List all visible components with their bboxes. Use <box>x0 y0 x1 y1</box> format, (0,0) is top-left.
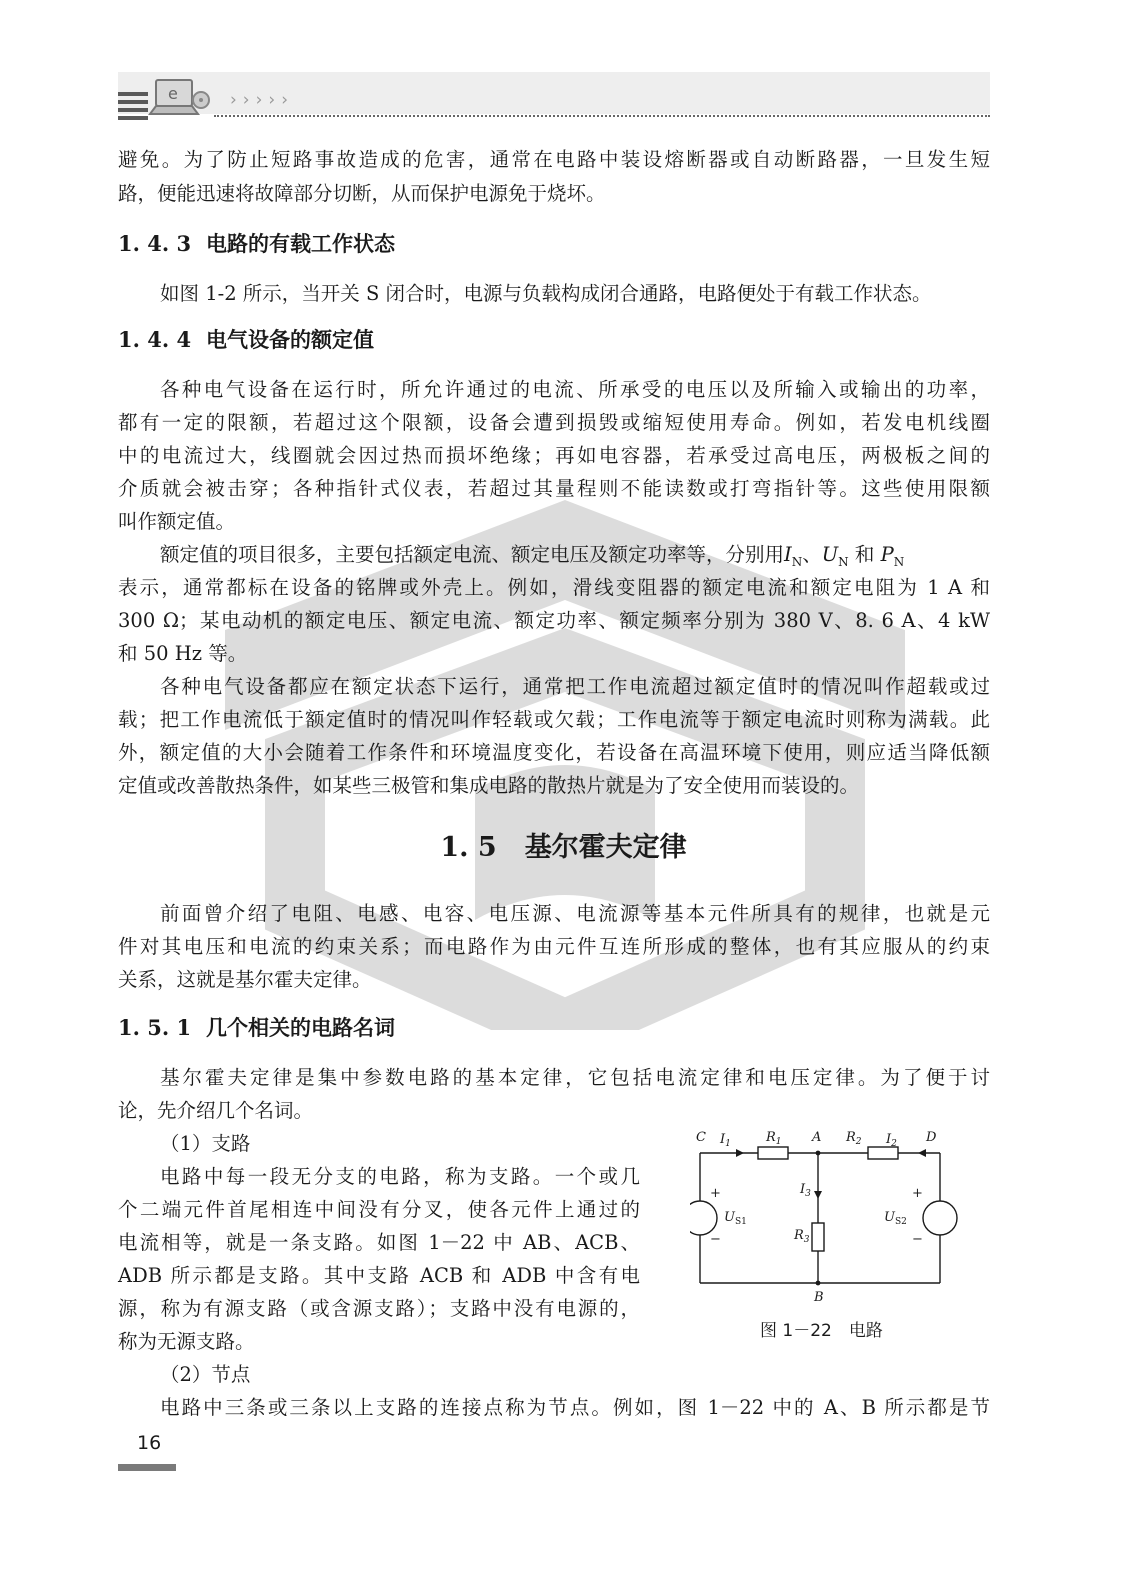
body-line: 300 Ω；某电动机的额定电压、额定电流、额定功率、额定频率分别为 380 V、8. 6 A、4 kW <box>118 609 990 632</box>
section-heading-1-4-4 <box>118 324 374 356</box>
section-title: 电气设备的额定值 <box>206 328 374 352</box>
body-line: 定值或改善散热条件，如某些三极管和集成电路的散热片就是为了安全使用而装设的。 <box>118 774 860 797</box>
body-line: 前面曾介绍了电阻、电感、电容、电压源、电流源等基本元件所具有的规律，也就是元 <box>160 902 990 925</box>
node-label-A: A <box>812 1130 822 1145</box>
section-title: 几个相关的电路名词 <box>206 1016 395 1040</box>
body-line: 外，额定值的大小会随着工作条件和环境温度变化，若设备在高温环境下使用，则应适当降低额 <box>118 741 990 764</box>
body-line: ADB 所示都是支路。其中支路 ACB 和 ADB 中含有电 <box>118 1264 640 1287</box>
body-line: 各种电气设备在运行时，所允许通过的电流、所承受的电压以及所输入或输出的功率， <box>160 378 990 401</box>
body-line: 各种电气设备都应在额定状态下运行，通常把工作电流超过额定值时的情况叫作超载或过 <box>160 675 990 698</box>
node-label-C: C <box>696 1130 706 1145</box>
section-number: 1. 5 <box>440 832 497 863</box>
body-line: 表示，通常都标在设备的铭牌或外壳上。例如，滑线变阻器的额定电流和额定电阻为 1 A 和 <box>118 576 990 599</box>
section-number: 1. 5. 1 <box>118 1015 192 1040</box>
body-line: 论，先介绍几个名词。 <box>118 1099 314 1122</box>
current-label-I3: $I_3$ <box>800 1182 811 1199</box>
page-number: 16 <box>137 1432 162 1454</box>
source-label-US1: $U_{S1}$ <box>724 1210 747 1227</box>
body-line: 都有一定的限额，若超过这个限额，设备会遭到损毁或缩短使用寿命。例如，若发电机线圈 <box>118 411 990 434</box>
body-line: 载；把工作电流低于额定值时的情况叫作轻载或欠载；工作电流等于额定电流时则称为满载。此 <box>118 708 990 731</box>
laptop-icon <box>146 76 210 124</box>
section-heading-1-5 <box>0 828 1127 868</box>
chevron-icons: ››››› <box>230 90 294 110</box>
text-run: 和 <box>848 543 881 566</box>
minus-sign: − <box>710 1232 721 1247</box>
header-dotted-rule <box>214 115 990 117</box>
body-line: 叫作额定值。 <box>118 510 236 533</box>
body-line: 基尔霍夫定律是集中参数电路的基本定律，它包括电流定律和电压定律。为了便于讨 <box>160 1066 990 1089</box>
body-line: 电流相等，就是一条支路。如图 1－22 中 AB、ACB、 <box>118 1231 640 1254</box>
subscript: N <box>893 554 905 569</box>
symbol-I: I <box>784 543 792 566</box>
body-line: 中的电流过大，线圈就会因过热而损坏绝缘；再如电容器，若承受过高电压，两极板之间的 <box>118 444 990 467</box>
body-line: 介质就会被击穿；各种指针式仪表，若超过其量程则不能读数或打弯指针等。这些使用限额 <box>118 477 990 500</box>
section-number: 1. 4. 4 <box>118 327 192 352</box>
current-label-I1: $I_1$ <box>720 1132 731 1149</box>
resistor-label-R3: $R_3$ <box>794 1228 810 1245</box>
subscript: N <box>838 554 849 569</box>
list-item-heading: （2）节点 <box>160 1363 251 1386</box>
plus-sign: + <box>710 1186 721 1201</box>
plus-sign: + <box>912 1186 923 1201</box>
section-title: 电路的有载工作状态 <box>206 232 395 256</box>
body-line: 源，称为有源支路（或含源支路）；支路中没有电源的， <box>118 1297 640 1320</box>
page-number-bar <box>118 1464 176 1471</box>
minus-sign: − <box>912 1232 923 1247</box>
resistor-label-R2: $R_2$ <box>846 1130 862 1147</box>
list-item-heading: （1）支路 <box>160 1132 251 1155</box>
resistor-label-R1: $R_1$ <box>766 1130 782 1147</box>
text-run: 额定值的项目很多，主要包括额定电流、额定电压及额定功率等，分别用 <box>160 543 785 566</box>
current-label-I2: $I_2$ <box>886 1132 897 1149</box>
subscript: N <box>791 554 803 569</box>
symbol-U: U <box>821 543 839 566</box>
circuit-diagram <box>690 1125 960 1310</box>
node-label-B: B <box>814 1290 824 1305</box>
body-line: 件对其电压和电流的约束关系；而电路作为由元件互连所形成的整体，也有其应服从的约束 <box>118 935 990 958</box>
figure-caption: 图 1－22 电路 <box>760 1321 883 1341</box>
body-line: 电路中每一段无分支的电路，称为支路。一个或几 <box>160 1165 640 1188</box>
body-line: 和 50 Hz 等。 <box>118 642 248 665</box>
body-line: 如图 1-2 所示，当开关 S 闭合时，电源与负载构成闭合通路，电路便处于有载工作状态。 <box>160 282 932 305</box>
svg-text:e: e <box>168 84 178 103</box>
section-heading-1-5-1 <box>118 1012 395 1044</box>
section-title: 基尔霍夫定律 <box>524 832 687 863</box>
body-line: 称为无源支路。 <box>118 1330 255 1353</box>
body-line: 个二端元件首尾相连中间没有分叉，使各元件上通过的 <box>118 1198 640 1221</box>
header-stripes-icon <box>118 92 148 124</box>
symbol-P: P <box>880 543 894 566</box>
section-heading-1-4-3 <box>118 228 395 260</box>
section-number: 1. 4. 3 <box>118 231 192 256</box>
text-run: 、 <box>802 543 822 566</box>
body-line: 关系，这就是基尔霍夫定律。 <box>118 968 372 991</box>
source-label-US2: $U_{S2}$ <box>884 1210 907 1227</box>
body-line: 电路中三条或三条以上支路的连接点称为节点。例如，图 1－22 中的 A、B 所示都是节 <box>160 1396 990 1419</box>
body-line: 路，便能迅速将故障部分切断，从而保护电源免于烧坏。 <box>118 182 606 205</box>
node-label-D: D <box>926 1130 937 1145</box>
body-line: 避免。为了防止短路事故造成的危害，通常在电路中装设熔断器或自动断路器，一旦发生短 <box>118 148 990 171</box>
